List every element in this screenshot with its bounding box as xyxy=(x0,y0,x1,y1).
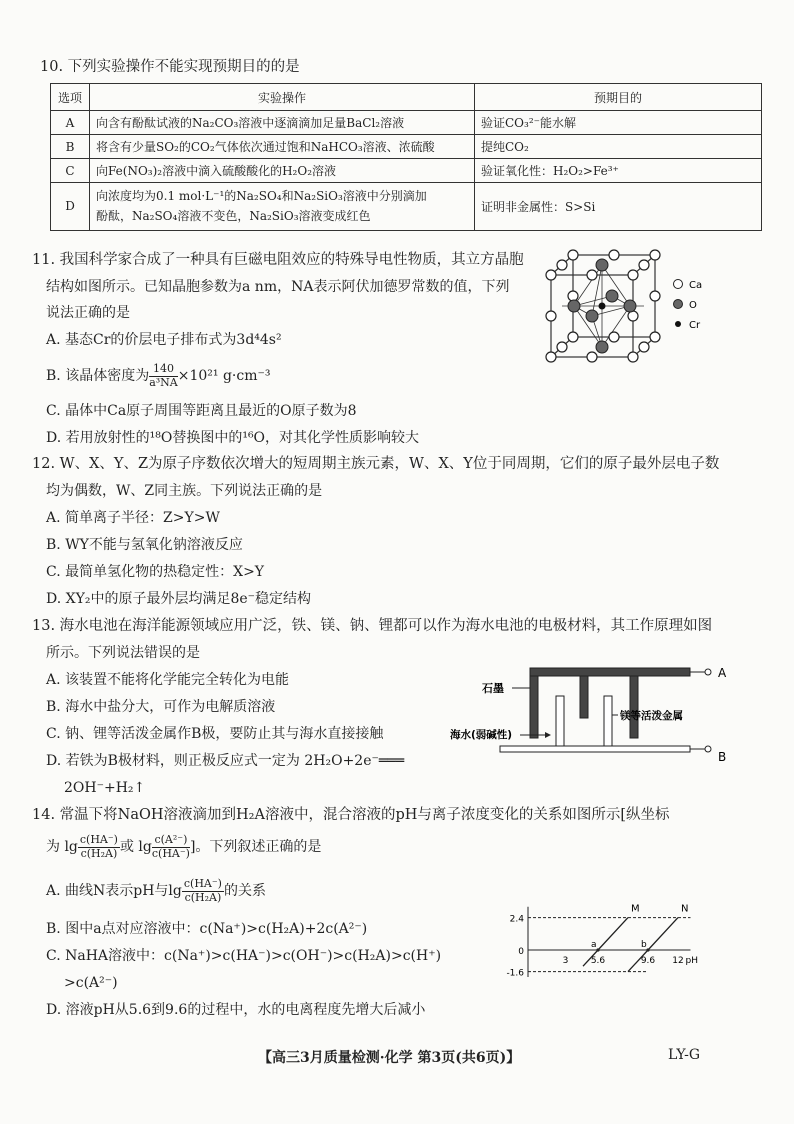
point-label-a: a xyxy=(591,940,597,950)
q11-b-prefix: B. 该晶体密度为 xyxy=(46,368,150,384)
goal-cell: 验证氧化性：H₂O₂>Fe³⁺ xyxy=(475,159,762,183)
fraction-denominator: c(H₂A) xyxy=(80,846,118,860)
graphite-rod-middle xyxy=(580,676,588,718)
terminal-b-label: B xyxy=(718,750,727,764)
q11-line1: 11. 我国科学家合成了一种具有巨磁电阻效应的特殊导电性物质，其立方晶胞 xyxy=(32,252,524,268)
point-label-b: b xyxy=(641,940,647,950)
point-a xyxy=(596,948,599,951)
series-label-N: N xyxy=(681,903,689,915)
option-cell: C xyxy=(51,159,90,183)
ratio-fraction-2 xyxy=(152,834,190,859)
operation-cell: 将含有少量SO₂的CO₂气体依次通过饱和NaHCO₃溶液、浓硫酸 xyxy=(90,135,475,159)
point-b xyxy=(646,948,649,951)
seawater-label: 海水(弱碱性) xyxy=(450,729,513,741)
q13-option-c: C. 钠、锂等活泼金属作B极，要防止其与海水直接接触 xyxy=(46,726,384,742)
terminal-a-icon xyxy=(705,669,711,675)
q13-option-d: D. 若铁为B极材料，则正极反应式一定为 2H₂O+2e⁻═══ xyxy=(46,753,405,769)
q12-option-d: D. XY₂中的原子最外层均满足8e⁻稳定结构 xyxy=(46,591,312,607)
crystal-cell-diagram xyxy=(535,245,715,370)
operation-line-1: 向浓度均为0.1 mol·L⁻¹的Na₂SO₄和Na₂SiO₃溶液中分别滴加 xyxy=(96,189,427,203)
q11-line2: 结构如图所示。已知晶胞参数为a nm，NA表示阿伏加德罗常数的值，下列 xyxy=(46,279,510,295)
x-tick-label: 5.6 xyxy=(590,956,606,966)
x-tick-label: 9.6 xyxy=(640,956,656,966)
y-tick-label: -1.6 xyxy=(506,968,524,979)
q12-option-c: C. 最简单氢化物的热稳定性：X>Y xyxy=(46,564,265,580)
q10-title: 10. 下列实验操作不能实现预期目的的是 xyxy=(40,59,300,75)
q13-line1: 13. 海水电池在海洋能源领域应用广泛，铁、镁、钠、锂都可以作为海水电池的电极材料，其工作原理如图 xyxy=(32,618,713,634)
q11-option-d: D. 若用放射性的¹⁸O替换图中的¹⁶O，对其化学性质影响较大 xyxy=(46,430,420,446)
x-tick-label: 12 xyxy=(672,956,684,966)
q14-line2-suffix: ]。下列叙述正确的是 xyxy=(189,839,322,855)
q14-option-a xyxy=(46,876,266,906)
metal-rod-right xyxy=(604,696,612,746)
graphite-rod-left xyxy=(530,676,538,738)
legend-cr: Cr xyxy=(689,320,701,331)
legend-cr-icon xyxy=(675,321,681,327)
terminal-b-icon xyxy=(705,746,711,752)
q14-line1: 14. 常温下将NaOH溶液滴加到H₂A溶液中，混合溶液的pH与离子浓度变化的关系如图所示[纵坐标 xyxy=(32,807,670,823)
ph-chart xyxy=(490,880,720,1000)
q12-option-b: B. WY不能与氢氧化钠溶液反应 xyxy=(46,537,243,553)
fraction-denominator: c(HA⁻) xyxy=(151,846,190,860)
legend-o-icon xyxy=(674,300,683,309)
operation-cell: 向含有酚酞试液的Na₂CO₃溶液中逐滴滴加足量BaCl₂溶液 xyxy=(90,111,475,135)
graphite-label: 石墨 xyxy=(482,682,504,695)
q14-line2-mid: 或 lg xyxy=(119,839,152,855)
q14-a-prefix: A. 曲线N表示pH与lg xyxy=(46,883,182,899)
metal-base-bar xyxy=(500,746,690,752)
table-header-operation: 实验操作 xyxy=(90,84,475,111)
option-cell: A xyxy=(51,111,90,135)
graphite-rod-right xyxy=(630,676,638,738)
legend-ca-icon xyxy=(674,280,683,289)
cr-atom xyxy=(599,303,606,310)
table-header-goal: 预期目的 xyxy=(475,84,762,111)
option-cell: B xyxy=(51,135,90,159)
q14-option-d: D. 溶液pH从5.6到9.6的过程中，水的电离程度先增大后减小 xyxy=(46,1002,426,1018)
q11-option-a: A. 基态Cr的价层电子排布式为3d⁴4s² xyxy=(46,332,282,348)
q11-b-suffix: ×10²¹ g·cm⁻³ xyxy=(177,368,271,384)
y-tick-label: 0 xyxy=(518,947,524,957)
q14-line2 xyxy=(46,832,321,862)
table-row xyxy=(51,135,762,159)
fraction-numerator: c(HA⁻) xyxy=(183,877,222,891)
option-cell: D xyxy=(51,183,90,231)
q13-option-a: A. 该装置不能将化学能完全转化为电能 xyxy=(46,672,290,688)
series-label-M: M xyxy=(631,903,640,915)
q11-option-b xyxy=(46,361,271,391)
fraction-numerator: 140 xyxy=(149,363,178,376)
q12-option-a: A. 简单离子半径：Z>Y>W xyxy=(46,510,220,526)
q14-line2-prefix: 为 lg xyxy=(46,839,78,855)
q13-line2: 所示。下列说法错误的是 xyxy=(46,645,200,661)
ratio-fraction-1 xyxy=(78,834,120,859)
graphite-top-bar xyxy=(530,668,690,676)
q12-line2: 均为偶数，W、Z同主族。下列说法正确的是 xyxy=(46,483,323,499)
metal-label: 镁等活泼金属 xyxy=(620,710,683,722)
table-header-option: 选项 xyxy=(51,84,90,111)
q11-option-c: C. 晶体中Ca原子周围等距离且最近的O原子数为8 xyxy=(46,403,357,419)
q12-line1: 12. W、X、Y、Z为原子序数依次增大的短周期主族元素，W、X、Y位于同周期，它们的原子最外层电子数 xyxy=(32,456,720,472)
operation-cell: 向Fe(NO₃)₂溶液中滴入硫酸酸化的H₂O₂溶液 xyxy=(90,159,475,183)
goal-cell: 提纯CO₂ xyxy=(475,135,762,159)
legend-o: O xyxy=(689,300,697,311)
operation-line-2: 酚酞，Na₂SO₄溶液不变色，Na₂SiO₃溶液变成红色 xyxy=(96,209,371,224)
x-tick-label: 3 xyxy=(562,956,569,966)
metal-rod-left xyxy=(556,696,564,746)
q14-a-suffix: 的关系 xyxy=(223,883,266,899)
q14-option-c: C. NaHA溶液中：c(Na⁺)>c(HA⁻)>c(OH⁻)>c(H₂A)>c(H⁺) xyxy=(46,948,442,964)
q14-option-b: B. 图中a点对应溶液中：c(Na⁺)>c(H₂A)+2c(A²⁻) xyxy=(46,921,368,937)
series-line-M xyxy=(583,918,628,967)
fraction-numerator: c(HA⁻) xyxy=(79,833,118,847)
table-row xyxy=(51,111,762,135)
table-header-row xyxy=(51,84,762,111)
y-tick-label: 2.4 xyxy=(509,914,524,925)
footer-code: LY-G xyxy=(668,1047,701,1063)
goal-cell: 验证CO₃²⁻能水解 xyxy=(475,111,762,135)
goal-cell: 证明非金属性：S>Si xyxy=(475,183,762,231)
q10-table xyxy=(50,83,762,231)
q14-option-c-cont: >c(A²⁻) xyxy=(64,975,118,991)
table-row xyxy=(51,159,762,183)
q13-option-b: B. 海水中盐分大，可作为电解质溶液 xyxy=(46,699,276,715)
legend-ca: Ca xyxy=(689,280,703,291)
x-axis-label: pH xyxy=(685,956,698,966)
fraction-numerator: c(A²⁻) xyxy=(152,834,190,847)
q11-line3: 说法正确的是 xyxy=(46,305,130,321)
table-row xyxy=(51,183,762,231)
fraction-denominator: c(H₂A) xyxy=(184,890,222,904)
terminal-a-label: A xyxy=(718,666,727,680)
footer-title: 【高三3月质量检测·化学 第3页(共6页)】 xyxy=(258,1050,521,1066)
q13-option-d-cont: 2OH⁻+H₂↑ xyxy=(64,780,146,796)
fraction-denominator: a³NA xyxy=(149,375,178,389)
seawater-battery-diagram xyxy=(440,660,740,770)
ratio-fraction-a xyxy=(182,878,224,903)
operation-cell xyxy=(90,183,475,231)
density-fraction xyxy=(149,363,178,388)
